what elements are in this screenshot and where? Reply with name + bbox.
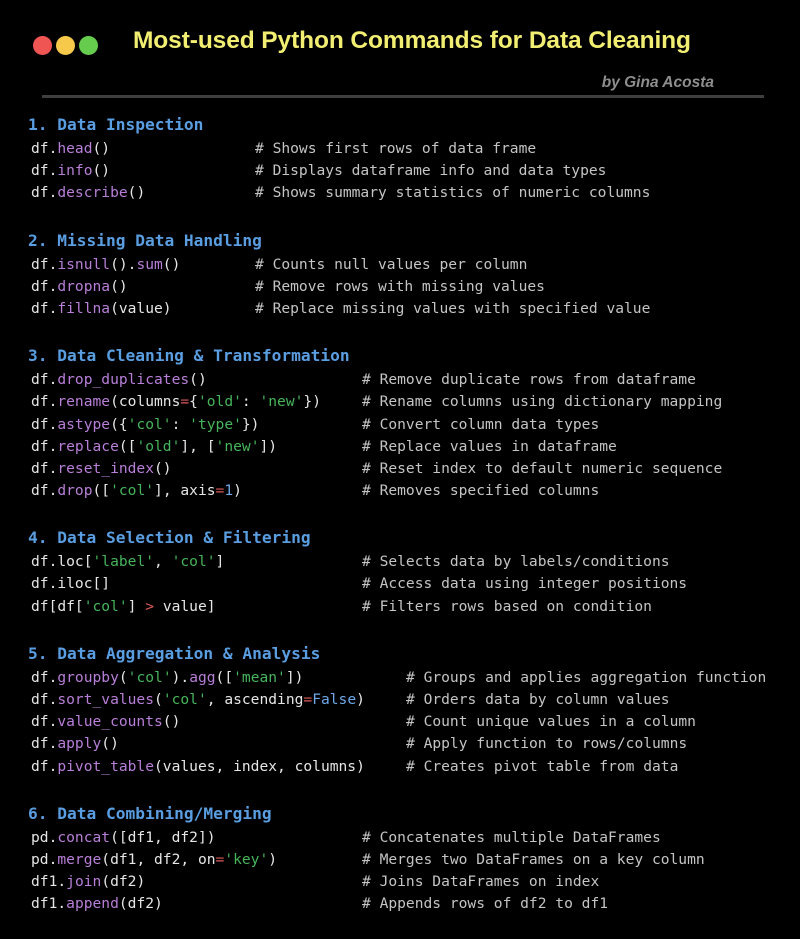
code-text: df. [31, 277, 58, 295]
code-text: df. [31, 162, 58, 180]
code-text: ( [118, 668, 128, 686]
code-text: df. [31, 437, 58, 455]
code-comment: # Appends rows of df2 to df1 [362, 895, 609, 913]
code-text: pd. [31, 828, 58, 846]
command-row [0, 596, 800, 618]
method-name: sort_values [57, 691, 155, 708]
section-title: 4. Data Selection & Filtering [28, 528, 311, 548]
code-text: () [110, 277, 128, 295]
code-text: (). [110, 255, 137, 273]
code-comment: # Apply function to rows/columns [406, 735, 688, 753]
method-name: rename [57, 393, 111, 411]
string-literal: 'old' [136, 437, 181, 455]
command-row [0, 480, 800, 502]
code-snippet [31, 414, 259, 436]
code-comment: # Counts null values per column [255, 255, 528, 273]
code-text: () [92, 162, 111, 180]
method-name: fillna [57, 299, 111, 317]
string-literal: 'label' [92, 553, 155, 571]
command-row [0, 391, 800, 413]
code-text: (values, index, columns) [154, 757, 365, 775]
code-text: df.loc[ [31, 553, 93, 571]
code-comment: # Selects data by labels/conditions [362, 553, 670, 571]
page-title: Most-used Python Commands for Data Cleaning [133, 27, 691, 54]
code-snippet [31, 298, 172, 320]
code-text: ], [ [180, 437, 216, 455]
code-snippet [31, 893, 163, 915]
command-row [0, 827, 800, 849]
code-comment: # Shows first rows of data frame [255, 140, 537, 157]
code-snippet [31, 871, 145, 893]
string-literal: 'col' [110, 482, 155, 500]
operator: = [303, 691, 313, 708]
close-dot-icon [33, 36, 52, 55]
code-text: df. [31, 299, 58, 317]
code-snippet [31, 254, 180, 276]
command-row [0, 871, 800, 893]
code-comment: # Merges two DataFrames on a key column [362, 850, 705, 868]
method-name: join [66, 873, 102, 891]
code-text: ]) [259, 437, 278, 455]
operator: = [180, 393, 190, 411]
code-snippet [31, 138, 110, 160]
section-title: 1. Data Inspection [28, 115, 204, 134]
code-text: { [189, 393, 198, 411]
method-name: drop [57, 482, 93, 500]
code-text: ({ [110, 415, 128, 433]
code-snippet [31, 573, 110, 595]
section [0, 112, 800, 205]
code-text: ) [268, 850, 278, 868]
code-text: value] [154, 597, 216, 615]
code-text: df. [31, 393, 58, 411]
string-literal: 'type' [189, 415, 242, 433]
method-name: value_counts [57, 713, 163, 731]
section-title: 2. Missing Data Handling [28, 230, 262, 250]
code-text: () [162, 713, 181, 731]
code-snippet [31, 436, 277, 458]
section [0, 228, 800, 321]
code-comment: # Replace values in dataframe [362, 437, 617, 455]
code-comment: # Rename columns using dictionary mapping [362, 393, 723, 411]
method-name: astype [57, 415, 111, 433]
command-row [0, 160, 800, 182]
code-text: }) [241, 415, 260, 433]
code-text: (df2) [118, 895, 163, 913]
method-name: isnull [57, 255, 111, 273]
code-comment: # Creates pivot table from data [406, 757, 679, 775]
code-text: () [154, 459, 172, 477]
section-title: 5. Data Aggregation & Analysis [28, 643, 321, 663]
method-name: pivot_table [57, 757, 155, 775]
code-comment: # Convert column data types [362, 415, 600, 433]
method-name: describe [57, 184, 128, 202]
command-row [0, 573, 800, 595]
code-text: () [162, 255, 181, 273]
code-text: () [101, 735, 119, 753]
code-text: df. [31, 415, 58, 433]
code-text: df. [31, 691, 58, 708]
method-name: sum [136, 255, 163, 273]
method-name: replace [57, 437, 119, 455]
command-row [0, 276, 800, 298]
code-text: (df1, df2, on [101, 850, 216, 868]
code-comment: # Removes specified columns [362, 482, 600, 500]
method-name: concat [57, 828, 111, 846]
operator: > [145, 597, 155, 615]
command-row [0, 436, 800, 458]
code-text: ([df1, df2]) [110, 828, 216, 846]
code-text: , [154, 553, 172, 571]
code-snippet [31, 733, 119, 755]
section [0, 343, 800, 502]
code-comment: # Remove rows with missing values [255, 277, 545, 295]
code-text: ], axis [154, 482, 216, 500]
code-snippet [31, 182, 145, 204]
code-text: (value) [110, 299, 172, 317]
string-literal: 'key' [224, 850, 269, 868]
code-text: df. [31, 735, 58, 753]
code-snippet [31, 480, 242, 502]
string-literal: 'mean' [233, 668, 286, 686]
command-row [0, 182, 800, 204]
command-row [0, 138, 800, 160]
code-text: (columns [110, 393, 181, 411]
code-text: ([ [92, 482, 111, 500]
command-list [0, 112, 800, 939]
constant: 1 [224, 482, 234, 500]
command-row [0, 893, 800, 915]
code-snippet [31, 596, 216, 618]
header [0, 0, 800, 100]
code-text: df. [31, 459, 58, 477]
string-literal: 'col' [171, 553, 216, 571]
code-text: df. [31, 482, 58, 500]
string-literal: 'new' [215, 437, 260, 455]
code-comment: # Shows summary statistics of numeric columns [255, 184, 651, 202]
code-text: df. [31, 184, 58, 202]
code-text: df. [31, 140, 58, 157]
code-text: : [241, 393, 260, 411]
code-comment: # Joins DataFrames on index [362, 873, 600, 891]
code-text: , ascending [206, 691, 304, 708]
method-name: groupby [57, 668, 119, 686]
command-row [0, 458, 800, 480]
section [0, 801, 800, 916]
minimize-dot-icon [56, 36, 75, 55]
code-comment: # Concatenates multiple DataFrames [362, 828, 661, 846]
method-name: head [57, 140, 93, 157]
code-snippet [31, 827, 216, 849]
code-text: df. [31, 757, 58, 775]
code-comment: # Groups and applies aggregation function [406, 668, 767, 686]
code-snippet [31, 756, 365, 778]
code-comment: # Access data using integer positions [362, 575, 688, 593]
code-snippet [31, 391, 321, 413]
code-text: ) [233, 482, 242, 500]
code-comment: # Count unique values in a column [406, 713, 696, 731]
code-text: ( [154, 691, 163, 708]
section-title: 6. Data Combining/Merging [28, 803, 272, 823]
code-text: ([ [215, 668, 234, 686]
code-text: df1. [31, 873, 67, 891]
code-snippet [31, 369, 207, 391]
command-row [0, 667, 800, 689]
command-row [0, 551, 800, 573]
command-row [0, 733, 800, 755]
string-literal: 'col' [162, 691, 207, 708]
section-title: 3. Data Cleaning & Transformation [28, 346, 350, 366]
code-snippet [31, 689, 365, 711]
code-text: df. [31, 668, 58, 686]
code-comment: # Filters rows based on condition [362, 597, 652, 615]
command-row [0, 756, 800, 778]
string-literal: 'old' [197, 393, 242, 411]
code-snippet [31, 711, 180, 733]
code-text: df. [31, 371, 58, 389]
author-byline: by Gina Acosta [601, 74, 714, 91]
string-literal: 'new' [259, 393, 304, 411]
code-text: ] [215, 553, 225, 571]
code-comment: # Reset index to default numeric sequence [362, 459, 723, 477]
code-text: () [189, 371, 207, 389]
code-text: : [171, 415, 190, 433]
code-text: ). [171, 668, 190, 686]
code-text: df. [31, 713, 58, 731]
code-text: ]) [285, 668, 304, 686]
code-snippet [31, 458, 172, 480]
code-text: df1. [31, 895, 67, 913]
code-comment: # Replace missing values with specified value [255, 299, 651, 317]
code-text: df[df[ [31, 597, 84, 615]
method-name: merge [57, 850, 102, 868]
method-name: reset_index [57, 459, 155, 477]
operator: = [215, 482, 225, 500]
code-text: ([ [118, 437, 137, 455]
window-controls [33, 36, 98, 55]
code-comment: # Remove duplicate rows from dataframe [362, 371, 696, 389]
string-literal: 'col' [83, 597, 128, 615]
method-name: dropna [57, 277, 111, 295]
constant: False [312, 691, 357, 708]
code-snippet [31, 160, 110, 182]
command-row [0, 414, 800, 436]
code-text: df.iloc[] [31, 575, 111, 593]
command-row [0, 849, 800, 871]
string-literal: 'col' [127, 415, 172, 433]
code-snippet [31, 551, 224, 573]
command-row [0, 298, 800, 320]
command-row [0, 369, 800, 391]
command-row [0, 689, 800, 711]
code-text: ) [356, 691, 365, 708]
command-row [0, 711, 800, 733]
method-name: agg [189, 668, 216, 686]
code-comment: # Orders data by column values [406, 691, 670, 708]
header-divider [42, 95, 764, 98]
code-snippet [31, 276, 128, 298]
method-name: append [66, 895, 119, 913]
code-text: ] [127, 597, 146, 615]
code-text: df. [31, 255, 58, 273]
command-row [0, 254, 800, 276]
method-name: drop_duplicates [57, 371, 190, 389]
section [0, 525, 800, 618]
code-snippet [31, 667, 303, 689]
section [0, 641, 800, 778]
code-text: pd. [31, 850, 58, 868]
code-text: (df2) [101, 873, 146, 891]
code-snippet [31, 849, 277, 871]
maximize-dot-icon [79, 36, 98, 55]
code-comment: # Displays dataframe info and data types [255, 162, 607, 180]
code-text: () [127, 184, 146, 202]
method-name: info [57, 162, 93, 180]
operator: = [215, 850, 225, 868]
string-literal: 'col' [127, 668, 172, 686]
method-name: apply [57, 735, 102, 753]
code-text: () [92, 140, 111, 157]
code-text: }) [303, 393, 321, 411]
